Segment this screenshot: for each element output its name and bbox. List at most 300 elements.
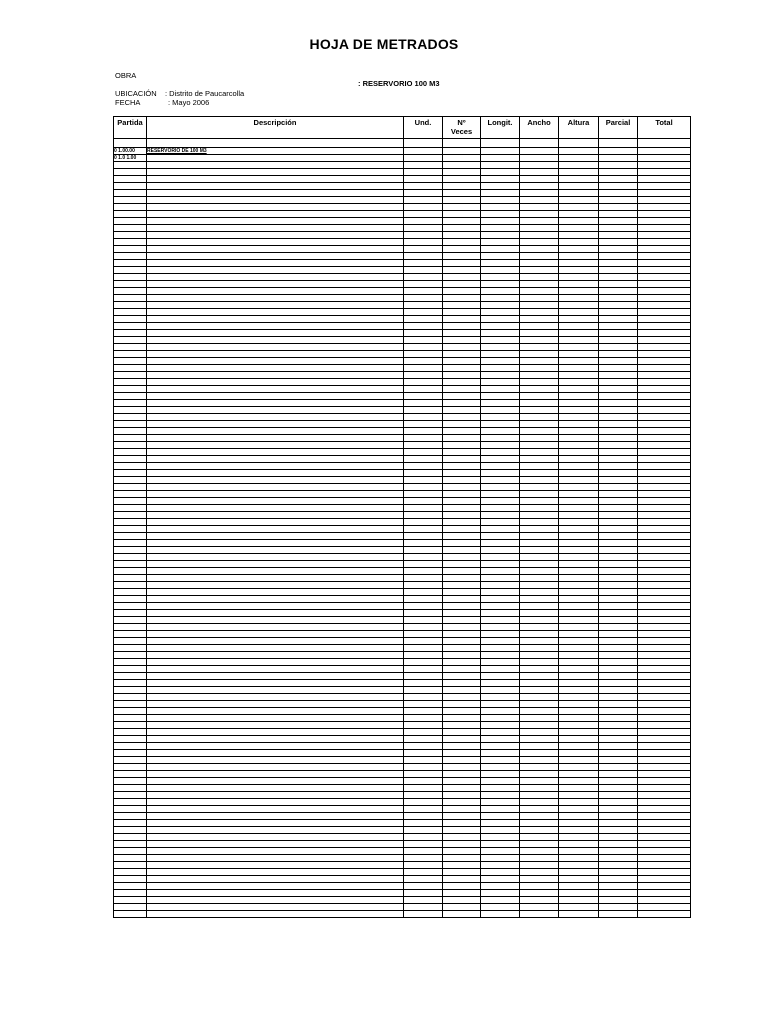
table-cell [114, 393, 147, 400]
table-cell [520, 204, 559, 211]
table-cell [404, 575, 443, 582]
table-cell [147, 330, 404, 337]
table-row [114, 610, 691, 617]
table-cell [404, 673, 443, 680]
table-cell [147, 463, 404, 470]
table-cell [404, 267, 443, 274]
table-cell [638, 365, 691, 372]
table-cell [520, 813, 559, 820]
table-cell [638, 848, 691, 855]
table-cell [114, 834, 147, 841]
table-cell [599, 722, 638, 729]
table-cell [481, 232, 520, 239]
table-cell [599, 540, 638, 547]
table-cell [147, 778, 404, 785]
table-cell [147, 183, 404, 190]
table-cell [404, 540, 443, 547]
table-row [114, 876, 691, 883]
header-n-veces-line2: Veces [450, 127, 473, 136]
table-cell [114, 197, 147, 204]
table-cell [638, 862, 691, 869]
table-row [114, 505, 691, 512]
table-cell [443, 694, 481, 701]
table-row [114, 736, 691, 743]
table-row [114, 456, 691, 463]
table-cell [481, 631, 520, 638]
table-cell [599, 330, 638, 337]
table-cell [599, 834, 638, 841]
table-cell [638, 386, 691, 393]
table-cell [638, 757, 691, 764]
table-cell [443, 253, 481, 260]
table-cell [404, 561, 443, 568]
table-cell [559, 736, 599, 743]
table-cell [404, 155, 443, 162]
table-cell [638, 715, 691, 722]
table-cell [481, 659, 520, 666]
table-cell [147, 435, 404, 442]
table-cell [638, 253, 691, 260]
table-row [114, 778, 691, 785]
table-cell [443, 806, 481, 813]
table-cell [147, 631, 404, 638]
table-cell [147, 162, 404, 169]
table-cell [114, 890, 147, 897]
table-cell [559, 239, 599, 246]
table-cell [638, 414, 691, 421]
table-cell [404, 820, 443, 827]
table-cell [520, 575, 559, 582]
table-cell [147, 701, 404, 708]
table-cell [559, 526, 599, 533]
table-cell [404, 260, 443, 267]
table-cell [559, 694, 599, 701]
table-cell [481, 540, 520, 547]
table-cell [147, 855, 404, 862]
table-cell [520, 869, 559, 876]
table-cell [481, 904, 520, 911]
table-cell [404, 351, 443, 358]
table-cell [147, 449, 404, 456]
table-cell [114, 722, 147, 729]
table-cell [443, 848, 481, 855]
table-cell [559, 421, 599, 428]
table-cell [404, 610, 443, 617]
table-cell [520, 610, 559, 617]
table-cell [481, 771, 520, 778]
table-cell [559, 848, 599, 855]
table-cell [559, 139, 599, 148]
table-cell [404, 218, 443, 225]
table-cell [481, 393, 520, 400]
table-cell [481, 484, 520, 491]
table-cell [147, 666, 404, 673]
table-cell [443, 372, 481, 379]
table-cell [638, 708, 691, 715]
table-cell [404, 589, 443, 596]
table-cell [443, 512, 481, 519]
table-cell [520, 512, 559, 519]
table-cell [481, 463, 520, 470]
table-cell [147, 687, 404, 694]
table-cell [404, 764, 443, 771]
table-cell [147, 428, 404, 435]
table-cell [638, 652, 691, 659]
table-cell [114, 743, 147, 750]
table-cell [481, 477, 520, 484]
table-cell [481, 435, 520, 442]
table-cell [114, 904, 147, 911]
table-cell [443, 421, 481, 428]
table-cell [443, 386, 481, 393]
table-cell [443, 281, 481, 288]
table-row [114, 470, 691, 477]
table-cell [114, 911, 147, 918]
table-cell [559, 253, 599, 260]
table-cell [481, 533, 520, 540]
table-cell [404, 631, 443, 638]
table-cell [147, 274, 404, 281]
table-cell [599, 589, 638, 596]
table-cell [147, 267, 404, 274]
table-cell [481, 197, 520, 204]
table-cell [559, 659, 599, 666]
table-cell [114, 659, 147, 666]
table-cell [599, 365, 638, 372]
table-cell [443, 309, 481, 316]
table-cell [520, 372, 559, 379]
table-row [114, 365, 691, 372]
table-cell [481, 897, 520, 904]
table-cell [147, 533, 404, 540]
table-cell [599, 757, 638, 764]
table-row [114, 253, 691, 260]
table-cell [404, 344, 443, 351]
table-cell [559, 393, 599, 400]
table-cell [481, 365, 520, 372]
table-cell [638, 869, 691, 876]
table-row [114, 813, 691, 820]
table-cell [404, 687, 443, 694]
table-cell [638, 701, 691, 708]
table-cell [638, 813, 691, 820]
table-cell [520, 596, 559, 603]
table-cell [481, 295, 520, 302]
table-cell [520, 309, 559, 316]
table-cell [559, 260, 599, 267]
table-row [114, 680, 691, 687]
table-cell [404, 393, 443, 400]
table-cell [147, 638, 404, 645]
table-cell [481, 806, 520, 813]
table-cell [559, 155, 599, 162]
table-cell [481, 456, 520, 463]
table-cell [147, 190, 404, 197]
table-cell [443, 470, 481, 477]
table-cell [147, 139, 404, 148]
table-cell [559, 309, 599, 316]
table-cell [559, 351, 599, 358]
table-cell [147, 519, 404, 526]
table-cell [404, 400, 443, 407]
table-row [114, 484, 691, 491]
table-cell [114, 218, 147, 225]
table-cell [638, 309, 691, 316]
table-cell [599, 848, 638, 855]
table-cell [481, 568, 520, 575]
table-cell [443, 652, 481, 659]
table-row [114, 820, 691, 827]
table-row [114, 666, 691, 673]
obra-value: : RESERVORIO 100 M3 [358, 79, 440, 88]
table-cell [147, 589, 404, 596]
table-cell [404, 435, 443, 442]
table-cell [559, 596, 599, 603]
table-cell [520, 484, 559, 491]
table-cell [599, 344, 638, 351]
table-cell [147, 596, 404, 603]
table-cell [404, 281, 443, 288]
table-row [114, 435, 691, 442]
table-cell [443, 197, 481, 204]
table-cell [147, 323, 404, 330]
table-cell [481, 526, 520, 533]
table-cell [147, 659, 404, 666]
table-cell [404, 414, 443, 421]
table-cell [599, 883, 638, 890]
table-cell [559, 638, 599, 645]
table-cell [559, 176, 599, 183]
table-cell [147, 715, 404, 722]
table-cell [404, 505, 443, 512]
table-cell [559, 701, 599, 708]
table-cell [599, 820, 638, 827]
table-cell [638, 139, 691, 148]
table-cell [404, 904, 443, 911]
table-cell [638, 806, 691, 813]
table-cell [114, 638, 147, 645]
table-cell [599, 729, 638, 736]
table-cell [520, 694, 559, 701]
table-cell [520, 407, 559, 414]
table-cell [481, 561, 520, 568]
table-cell [520, 687, 559, 694]
table-cell [520, 246, 559, 253]
table-row [114, 729, 691, 736]
table-cell [443, 302, 481, 309]
table-cell [638, 911, 691, 918]
table-cell [520, 139, 559, 148]
table-cell [481, 652, 520, 659]
table-row [114, 596, 691, 603]
table-cell [638, 638, 691, 645]
table-cell [481, 582, 520, 589]
table-cell [114, 729, 147, 736]
table-cell [638, 512, 691, 519]
table-cell [559, 491, 599, 498]
page-title: HOJA DE METRADOS [309, 36, 459, 52]
table-cell [443, 267, 481, 274]
table-cell [559, 680, 599, 687]
table-row [114, 498, 691, 505]
table-cell [114, 379, 147, 386]
table-cell [114, 400, 147, 407]
table-cell [638, 449, 691, 456]
header-n-veces [443, 117, 481, 139]
table-cell [443, 778, 481, 785]
table-cell [638, 239, 691, 246]
table-cell [520, 302, 559, 309]
table-cell [559, 771, 599, 778]
table-row [114, 323, 691, 330]
table-cell [638, 624, 691, 631]
table-cell [520, 505, 559, 512]
table-cell [559, 743, 599, 750]
table-cell [520, 729, 559, 736]
table-cell [147, 729, 404, 736]
table-cell [559, 666, 599, 673]
table-cell [147, 197, 404, 204]
table-row [114, 652, 691, 659]
table-cell [114, 827, 147, 834]
table-cell [559, 169, 599, 176]
table-cell [559, 855, 599, 862]
table-cell [114, 547, 147, 554]
table-cell [481, 715, 520, 722]
table-cell [443, 680, 481, 687]
table-cell [520, 652, 559, 659]
table-cell [481, 694, 520, 701]
table-cell [443, 785, 481, 792]
table-cell [114, 603, 147, 610]
table-cell [147, 442, 404, 449]
table-row [114, 708, 691, 715]
table-cell [638, 603, 691, 610]
table-cell [404, 176, 443, 183]
table-cell [520, 897, 559, 904]
table-cell [404, 638, 443, 645]
metrados-table [113, 116, 691, 918]
table-cell [404, 407, 443, 414]
table-cell [404, 470, 443, 477]
table-cell [559, 722, 599, 729]
table-cell [443, 176, 481, 183]
table-cell [147, 869, 404, 876]
table-row [114, 792, 691, 799]
table-cell [147, 414, 404, 421]
table-cell [520, 904, 559, 911]
table-cell [481, 764, 520, 771]
table-cell [520, 764, 559, 771]
table-cell [559, 323, 599, 330]
table-cell [443, 428, 481, 435]
table-row [114, 827, 691, 834]
table-row [114, 890, 691, 897]
table-cell [404, 596, 443, 603]
table-row [114, 862, 691, 869]
table-cell [638, 225, 691, 232]
table-cell [443, 393, 481, 400]
table-row [114, 449, 691, 456]
table-cell [559, 869, 599, 876]
table-cell [520, 624, 559, 631]
table-row [114, 197, 691, 204]
table-cell [599, 855, 638, 862]
table-row [114, 407, 691, 414]
table-row [114, 246, 691, 253]
header-altura: Altura [559, 117, 599, 139]
table-cell [599, 323, 638, 330]
table-cell [599, 393, 638, 400]
table-cell [638, 421, 691, 428]
header-longit: Longit. [481, 117, 520, 139]
table-cell [404, 659, 443, 666]
table-cell [520, 533, 559, 540]
table-cell [559, 862, 599, 869]
table-cell [638, 673, 691, 680]
table-cell [114, 855, 147, 862]
table-cell [520, 911, 559, 918]
table-cell [481, 204, 520, 211]
table-cell [638, 631, 691, 638]
table-cell [443, 820, 481, 827]
table-cell [520, 295, 559, 302]
table-cell [443, 218, 481, 225]
table-cell [599, 792, 638, 799]
table-cell [481, 596, 520, 603]
table-cell [638, 470, 691, 477]
table-cell [599, 624, 638, 631]
table-cell [520, 603, 559, 610]
table-cell [559, 337, 599, 344]
table-cell [559, 890, 599, 897]
table-cell [147, 232, 404, 239]
table-row [114, 260, 691, 267]
table-cell [443, 869, 481, 876]
table-cell [638, 561, 691, 568]
table-row [114, 554, 691, 561]
table-cell [114, 701, 147, 708]
table-cell [443, 631, 481, 638]
table-cell [559, 358, 599, 365]
table-cell [638, 505, 691, 512]
table-cell [404, 736, 443, 743]
table-cell [114, 687, 147, 694]
table-cell [443, 722, 481, 729]
table-cell [599, 554, 638, 561]
table-cell [638, 617, 691, 624]
table-cell [638, 428, 691, 435]
table-cell [520, 638, 559, 645]
table-cell [599, 274, 638, 281]
table-cell [147, 876, 404, 883]
table-cell [404, 358, 443, 365]
table-row [114, 673, 691, 680]
table-row [114, 330, 691, 337]
table-cell [404, 463, 443, 470]
table-cell [481, 687, 520, 694]
table-cell [520, 400, 559, 407]
table-row [114, 379, 691, 386]
table-cell [443, 407, 481, 414]
table-cell [638, 330, 691, 337]
table-cell [443, 344, 481, 351]
table-cell [147, 764, 404, 771]
table-cell [114, 435, 147, 442]
table-cell [520, 715, 559, 722]
table-cell [599, 652, 638, 659]
table-cell [520, 750, 559, 757]
